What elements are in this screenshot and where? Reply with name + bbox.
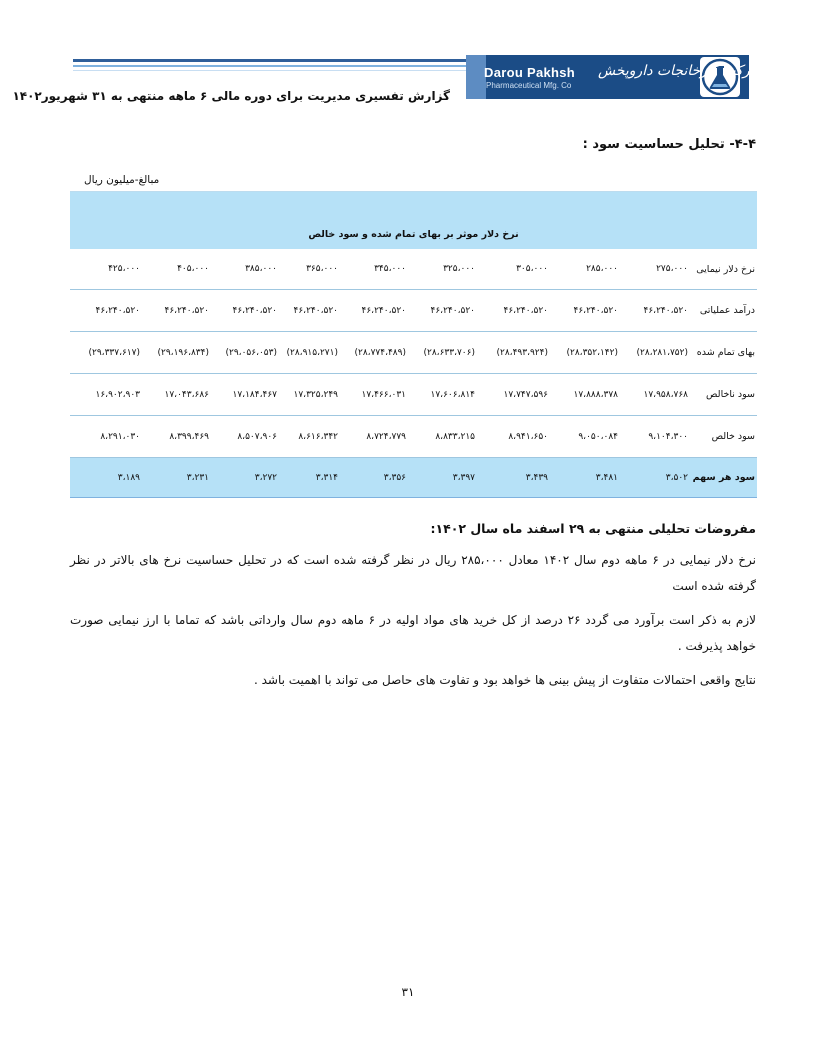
- table-row: [70, 416, 757, 458]
- row-label: سود ناخالص: [706, 389, 755, 400]
- assumption-paragraph-3: نتایج واقعی احتمالات متفاوت از پیش بینی ها خواهد بود و تفاوت های حاصل می تواند با اهمیت باشد .: [253, 673, 756, 687]
- table-cell: ۳۸۵،۰۰۰: [245, 264, 277, 274]
- table-cell: ۳،۴۳۹: [525, 472, 548, 483]
- header-rule-faint: [73, 70, 466, 71]
- table-row: [70, 374, 757, 416]
- header-rule-light: [73, 65, 466, 67]
- table-cell: (۲۸،۹۱۵،۲۷۱): [286, 347, 338, 358]
- table-row: [70, 249, 757, 290]
- row-label: سود هر سهم: [692, 472, 755, 483]
- row-label: سود خالص: [711, 431, 755, 442]
- table-cell: ۴۶،۲۴۰،۵۲۰: [643, 305, 688, 316]
- table-cell: ۳۶۵،۰۰۰: [306, 264, 338, 274]
- row-label: درآمد عملیاتی: [699, 305, 755, 316]
- table-cell: ۳۰۵،۰۰۰: [516, 264, 548, 274]
- assumptions-title: مفروضات تحلیلی منتهی به ۲۹ اسفند ماه سال ۱۴۰۲:: [430, 521, 756, 536]
- table-cell: ۸،۹۴۱،۶۵۰: [508, 431, 548, 442]
- table-cell: ۱۷،۸۸۸،۳۷۸: [573, 389, 618, 400]
- table-cell: ۴۶،۲۴۰،۵۲۰: [573, 305, 618, 316]
- table-cell: ۸،۸۳۳،۲۱۵: [435, 431, 475, 442]
- table-cell: ۴۶،۲۴۰،۵۲۰: [293, 305, 338, 316]
- table-cell: ۱۷،۹۵۸،۷۶۸: [643, 389, 688, 400]
- table-cell: ۴۶،۲۴۰،۵۲۰: [232, 305, 277, 316]
- table-cell: (۲۸،۴۹۳،۹۲۴): [496, 347, 548, 358]
- table-cell: ۴۶،۲۴۰،۵۲۰: [430, 305, 475, 316]
- table-cell: ۱۷،۱۸۴،۴۶۷: [232, 389, 277, 400]
- page-number: ۳۱: [401, 985, 415, 999]
- table-cell: ۹،۱۰۴،۳۰۰: [648, 431, 688, 442]
- table-cell: ۸،۶۱۶،۳۴۲: [298, 431, 338, 442]
- table-row: [70, 332, 757, 374]
- table-cell: ۳،۴۸۱: [595, 472, 618, 483]
- table-cell: ۴۶،۲۴۰،۵۲۰: [164, 305, 209, 316]
- table-cell: ۲۸۵،۰۰۰: [586, 264, 618, 274]
- brand-name-en: Darou Pakhsh: [484, 65, 576, 80]
- table-cell: ۳،۲۳۱: [186, 472, 209, 483]
- table-cell: ۴۶،۲۴۰،۵۲۰: [503, 305, 548, 316]
- header-band-shade: [466, 55, 486, 99]
- table-header-title: نرخ دلار موثر بر بهای تمام شده و سود خالص: [308, 229, 519, 240]
- table-cell: ۳،۱۸۹: [117, 472, 140, 483]
- table-cell: ۸،۵۰۷،۹۰۶: [237, 431, 277, 442]
- table-cell: (۲۹،۱۹۶،۸۳۴): [157, 347, 209, 358]
- brand-subtitle-en: Pharmaceutical Mfg. Co: [486, 81, 572, 90]
- table-header: [70, 192, 757, 249]
- table-cell: ۳،۳۹۷: [452, 472, 475, 483]
- row-label: نرخ دلار نیمایی: [696, 263, 755, 275]
- table-cell: ۱۷،۴۶۶،۰۳۱: [361, 389, 406, 400]
- table-cell: ۹،۰۵۰،۰۸۴: [578, 431, 618, 442]
- table-cell: ۸،۳۹۹،۴۶۹: [169, 431, 209, 442]
- table-cell: ۸،۲۹۱،۰۳۰: [100, 431, 140, 442]
- table-cell: ۱۷،۳۲۵،۲۴۹: [293, 389, 338, 400]
- table-row: [70, 458, 757, 498]
- table-cell: ۴۲۵،۰۰۰: [108, 264, 140, 274]
- unit-label: مبالغ-میلیون ریال: [84, 174, 160, 186]
- header-rule-dark: [73, 59, 466, 62]
- table-cell: (۲۸،۷۷۴،۴۸۹): [354, 347, 406, 358]
- brand-name-fa: شرکت کارخانجات داروپخش: [598, 63, 763, 79]
- table-cell: ۱۷،۰۴۳،۶۸۶: [164, 389, 209, 400]
- table-cell: ۲۷۵،۰۰۰: [656, 264, 688, 274]
- table-body: [70, 249, 757, 498]
- sensitivity-table: [70, 191, 757, 498]
- section-title: ۴-۴- تحلیل حساسیت سود :: [582, 137, 756, 152]
- table-cell: ۳،۳۱۴: [315, 472, 338, 483]
- table-cell: ۴۶،۲۴۰،۵۲۰: [361, 305, 406, 316]
- table-cell: (۲۸،۶۳۳،۷۰۶): [423, 347, 475, 358]
- table-cell: ۳۴۵،۰۰۰: [374, 264, 406, 274]
- table-cell: ۴۰۵،۰۰۰: [177, 264, 209, 274]
- table-cell: ۳۲۵،۰۰۰: [443, 264, 475, 274]
- row-label: بهای تمام شده: [696, 347, 755, 358]
- report-title: گزارش تفسیری مدیریت برای دوره مالی ۶ ماهه منتهی به ۳۱ شهریور۱۴۰۲: [12, 89, 450, 103]
- table-cell: ۱۷،۶۰۶،۸۱۴: [430, 389, 475, 400]
- table-cell: (۲۸،۲۸۱،۷۵۲): [636, 347, 688, 358]
- table-cell: ۳،۲۷۲: [254, 472, 277, 483]
- table-cell: ۴۶،۲۴۰،۵۲۰: [95, 305, 140, 316]
- table-cell: (۲۸،۳۵۲،۱۴۲): [566, 347, 618, 358]
- table-cell: ۳،۳۵۶: [383, 472, 406, 483]
- table-cell: ۱۶،۹۰۲،۹۰۳: [95, 389, 140, 400]
- table-row: [70, 290, 757, 332]
- assumption-paragraph-2: لازم به ذکر است برآورد می گردد ۲۶ درصد از کل خرید های مواد اولیه در ۶ ماهه دوم سال وارداتی باشد که تماما با ارز نیمایی صورت خواهد پذیرفت .: [70, 613, 756, 653]
- assumption-paragraph-1: نرخ دلار نیمایی در ۶ ماهه دوم سال ۱۴۰۲ معادل ۲۸۵،۰۰۰ ریال در نظر گرفته شده است که در تحلیل حساسیت نرخ های بالاتر در نظر گرفته شده است: [70, 553, 756, 593]
- table-cell: ۸،۷۲۴،۷۷۹: [366, 431, 406, 442]
- table-cell: (۲۹،۰۵۶،۰۵۳): [225, 347, 277, 358]
- table-cell: (۲۹،۳۳۷،۶۱۷): [88, 347, 140, 358]
- table-cell: ۳،۵۰۲: [665, 472, 688, 483]
- table-cell: ۱۷،۷۴۷،۵۹۶: [503, 389, 548, 400]
